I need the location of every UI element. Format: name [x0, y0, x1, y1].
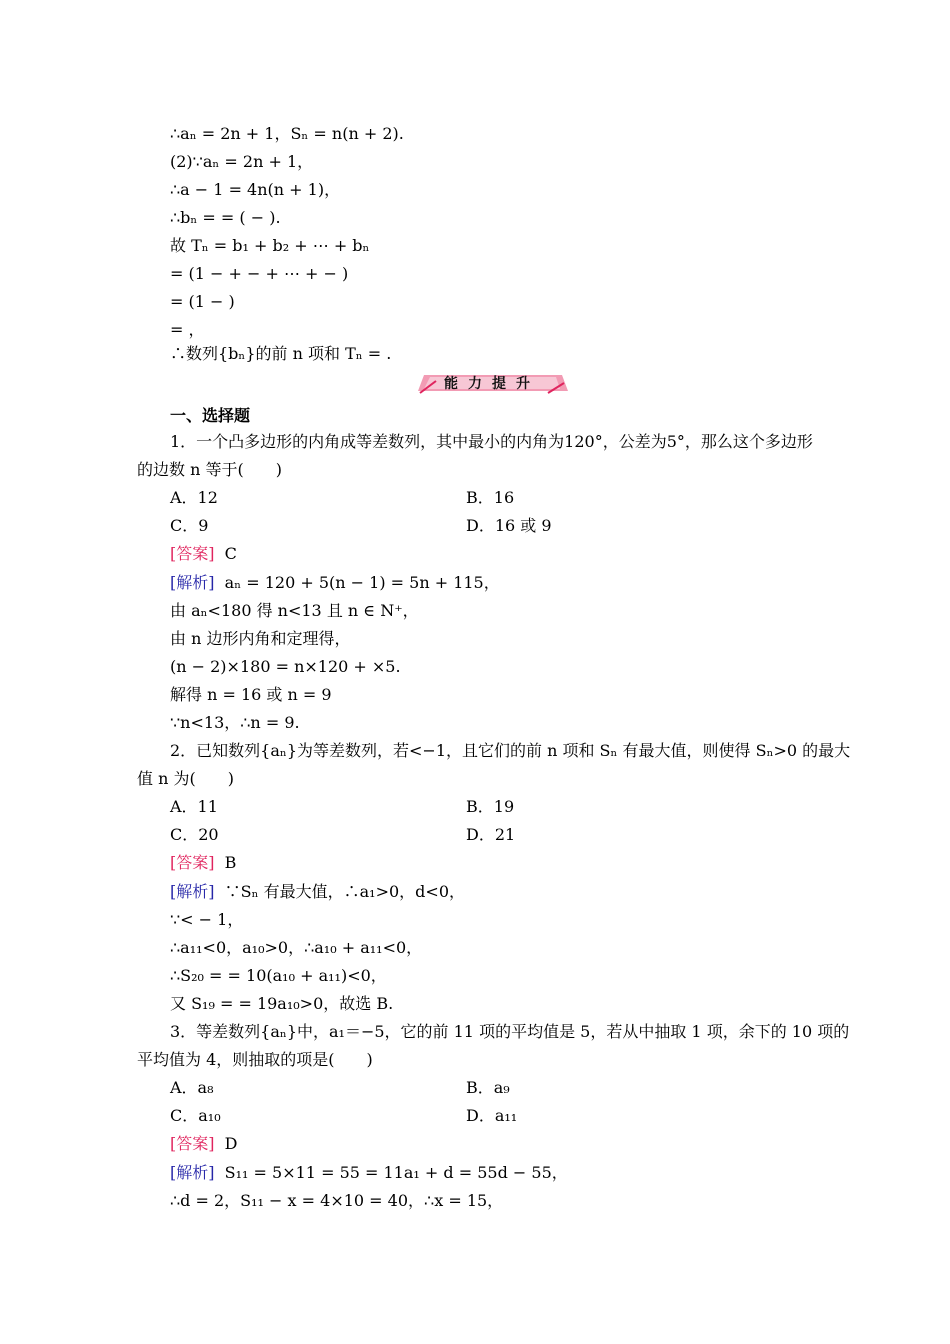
option-d: D．21 [466, 825, 516, 844]
analysis-text: 由 aₙ<180 得 n<13 且 n ∈ N⁺， [170, 601, 419, 620]
option-c: C．9 [170, 516, 209, 535]
question-stem: 的边数 n 等于( ) [137, 460, 282, 479]
question-stem: 平均值为 4，则抽取的项是( ) [137, 1050, 373, 1069]
option-b: B．16 [466, 488, 515, 507]
analysis-text: 解得 n = 16 或 n = 9 [170, 685, 332, 704]
solution-line: ∴aₙ = 2n + 1，Sₙ = n(n + 2). [170, 124, 404, 143]
solution-line: = (1 − + − + ⋯ + − ) [170, 264, 349, 283]
answer-label: [答案] [170, 853, 215, 872]
solution-line: ∴a − 1 = 4n(n + 1)， [170, 180, 341, 199]
solution-line: ∴bₙ = = ( − ). [170, 208, 281, 227]
analysis-text: ∴d = 2，S₁₁ − x = 4×10 = 40，∴x = 15， [170, 1191, 504, 1210]
solution-line: = (1 − ) [170, 292, 235, 311]
analysis-label: [解析] [170, 573, 215, 592]
solution-line: ∴数列{bₙ}的前 n 项和 Tₙ = . [170, 344, 392, 363]
analysis-text: ∵< − 1， [170, 910, 244, 929]
answer-label: [答案] [170, 544, 215, 563]
option-c: C．a₁₀ [170, 1106, 221, 1125]
option-a: A．12 [170, 488, 218, 507]
option-a: A．11 [170, 797, 218, 816]
analysis-text: 又 S₁₉ = = 19a₁₀>0，故选 B. [170, 994, 394, 1013]
answer-line [170, 544, 237, 564]
question-stem: 2．已知数列{aₙ}为等差数列，若<−1，且它们的前 n 项和 Sₙ 有最大值，则使得 Sₙ>0 的最大 [170, 741, 851, 760]
analysis-text: (n − 2)×180 = n×120 + ×5. [170, 657, 401, 676]
section-title: 一、选择题 [170, 406, 251, 425]
analysis-label: [解析] [170, 882, 215, 901]
answer-line [170, 1134, 238, 1154]
analysis-line [170, 573, 500, 593]
analysis-text: aₙ = 120 + 5(n − 1) = 5n + 115， [224, 573, 500, 592]
option-c: C．20 [170, 825, 219, 844]
answer-label: [答案] [170, 1134, 215, 1153]
analysis-text: S₁₁ = 5×11 = 55 = 11a₁ + d = 55d − 55， [224, 1163, 568, 1182]
banner-title: 能力提升 [444, 376, 540, 392]
solution-line: = ， [170, 320, 205, 339]
question-stem: 值 n 为( ) [137, 769, 234, 788]
analysis-text: ∴S₂₀ = = 10(a₁₀ + a₁₁)<0， [170, 966, 387, 985]
option-d: D．a₁₁ [466, 1106, 518, 1125]
answer-value: C [224, 544, 237, 563]
solution-line: (2)∵aₙ = 2n + 1， [170, 152, 314, 171]
analysis-line [170, 1163, 568, 1183]
analysis-text: ∵Sₙ 有最大值，∴a₁>0，d<0， [224, 882, 466, 901]
option-d: D．16 或 9 [466, 516, 552, 535]
option-a: A．a₈ [170, 1078, 214, 1097]
answer-line [170, 853, 236, 873]
analysis-line [170, 882, 465, 902]
question-stem: 1．一个凸多边形的内角成等差数列，其中最小的内角为120°，公差为5°，那么这个多边形 [170, 432, 813, 451]
analysis-text: ∴a₁₁<0，a₁₀>0，∴a₁₀ + a₁₁<0， [170, 938, 423, 957]
option-b: B．a₉ [466, 1078, 510, 1097]
answer-value: D [224, 1134, 238, 1153]
analysis-text: ∵n<13，∴n = 9. [170, 713, 300, 732]
option-b: B．19 [466, 797, 515, 816]
question-stem: 3．等差数列{aₙ}中，a₁＝−5，它的前 11 项的平均值是 5，若从中抽取 1 项，余下的 10 项的 [170, 1022, 850, 1041]
solution-line: 故 Tₙ = b₁ + b₂ + ⋯ + bₙ [170, 236, 370, 255]
section-banner [416, 371, 568, 395]
answer-value: B [224, 853, 237, 872]
analysis-label: [解析] [170, 1163, 215, 1182]
analysis-text: 由 n 边形内角和定理得， [170, 629, 351, 648]
